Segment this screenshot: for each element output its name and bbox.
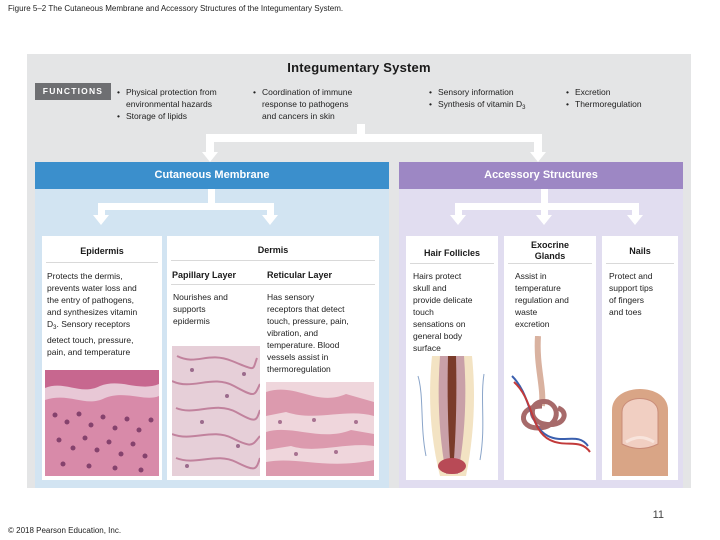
dermis-label: Dermis [257,245,289,255]
diagram-title: Integumentary System [287,60,431,75]
function-item: • Thermoregulation [566,98,686,110]
divider [46,262,158,263]
reticular-layer-description: Has sensory receptors that detect touch, pressure, pain, vibration, and temperature. Blood vessels assist in thermoregulation [267,292,349,374]
papillary-micrograph [172,346,260,476]
arrow-down-icon [262,215,278,225]
divider [508,263,592,264]
function-item: • Storage of lipids [117,110,247,122]
papillary-layer-label: Papillary Layer [172,270,237,280]
function-item: • Sensory information [429,86,559,98]
epidermis-description: Protects the dermis, prevents water loss and the entry of pathogens, and synthesizes vitamin $D_3$. Sensory receptors detect touch, pressure, pain, and temperature [47,271,138,357]
hair-follicles-label: Hair Follicles [423,248,481,258]
accessory-structures-header: Accessory Structures [399,162,683,189]
cutaneous-membrane-header: Cutaneous Membrane [35,162,389,189]
acc-connector-stem [541,189,548,203]
papillary-layer-description: Nourishes and supports epidermis [173,292,228,326]
function-item-cont: response to pathogens [262,99,349,109]
functions-column-1 [117,86,247,122]
function-item: • Synthesis of vitamin $D_3$ [429,98,559,114]
reticular-micrograph [266,382,374,476]
arrow-down-icon [536,215,552,225]
epidermis-label: Epidermis [80,246,124,256]
connector-left-drop [206,134,214,152]
divider [171,284,375,285]
divider [171,260,375,261]
functions-label: FUNCTIONS [35,83,111,100]
function-item: • Physical protection from [117,86,247,98]
exocrine-glands-description: Assist in temperature regulation and waste excretion [515,271,569,329]
functions-column-3 [429,86,559,114]
function-item-cont: environmental hazards [126,99,212,109]
nails-description: Protect and support tips of fingers and toes [609,271,653,317]
functions-column-2 [253,86,393,122]
figure-caption: Figure 5–2 The Cutaneous Membrane and Accessory Structures of the Integumentary System. [8,4,344,13]
functions-column-4 [566,86,686,110]
function-item: • Excretion [566,86,686,98]
arrow-down-icon [93,215,109,225]
cut-connector-stem [208,189,215,203]
top-connector-bar [206,134,542,142]
arrow-down-icon [530,152,546,162]
exocrine-gland-illustration [508,336,592,476]
nails-label: Nails [629,246,651,256]
page-number: 11 [652,509,664,521]
hair-follicle-illustration [410,356,494,476]
cut-connector-bar [98,203,274,210]
hair-follicles-description: Hairs protect skull and provide delicate touch sensations on general body surface [413,271,473,353]
arrow-down-icon [627,215,643,225]
reticular-layer-label: Reticular Layer [267,270,333,280]
divider [410,263,494,264]
divider [606,263,674,264]
fingernail-illustration [606,370,674,476]
exocrine-glands-label: Exocrine Glands [530,240,570,261]
function-item: • Coordination of immune [253,86,393,98]
epidermis-micrograph [45,370,159,476]
arrow-down-icon [450,215,466,225]
arrow-down-icon [202,152,218,162]
connector-right-drop [534,134,542,152]
function-item-cont: and cancers in skin [262,111,335,121]
copyright-notice: © 2018 Pearson Education, Inc. [8,526,122,535]
